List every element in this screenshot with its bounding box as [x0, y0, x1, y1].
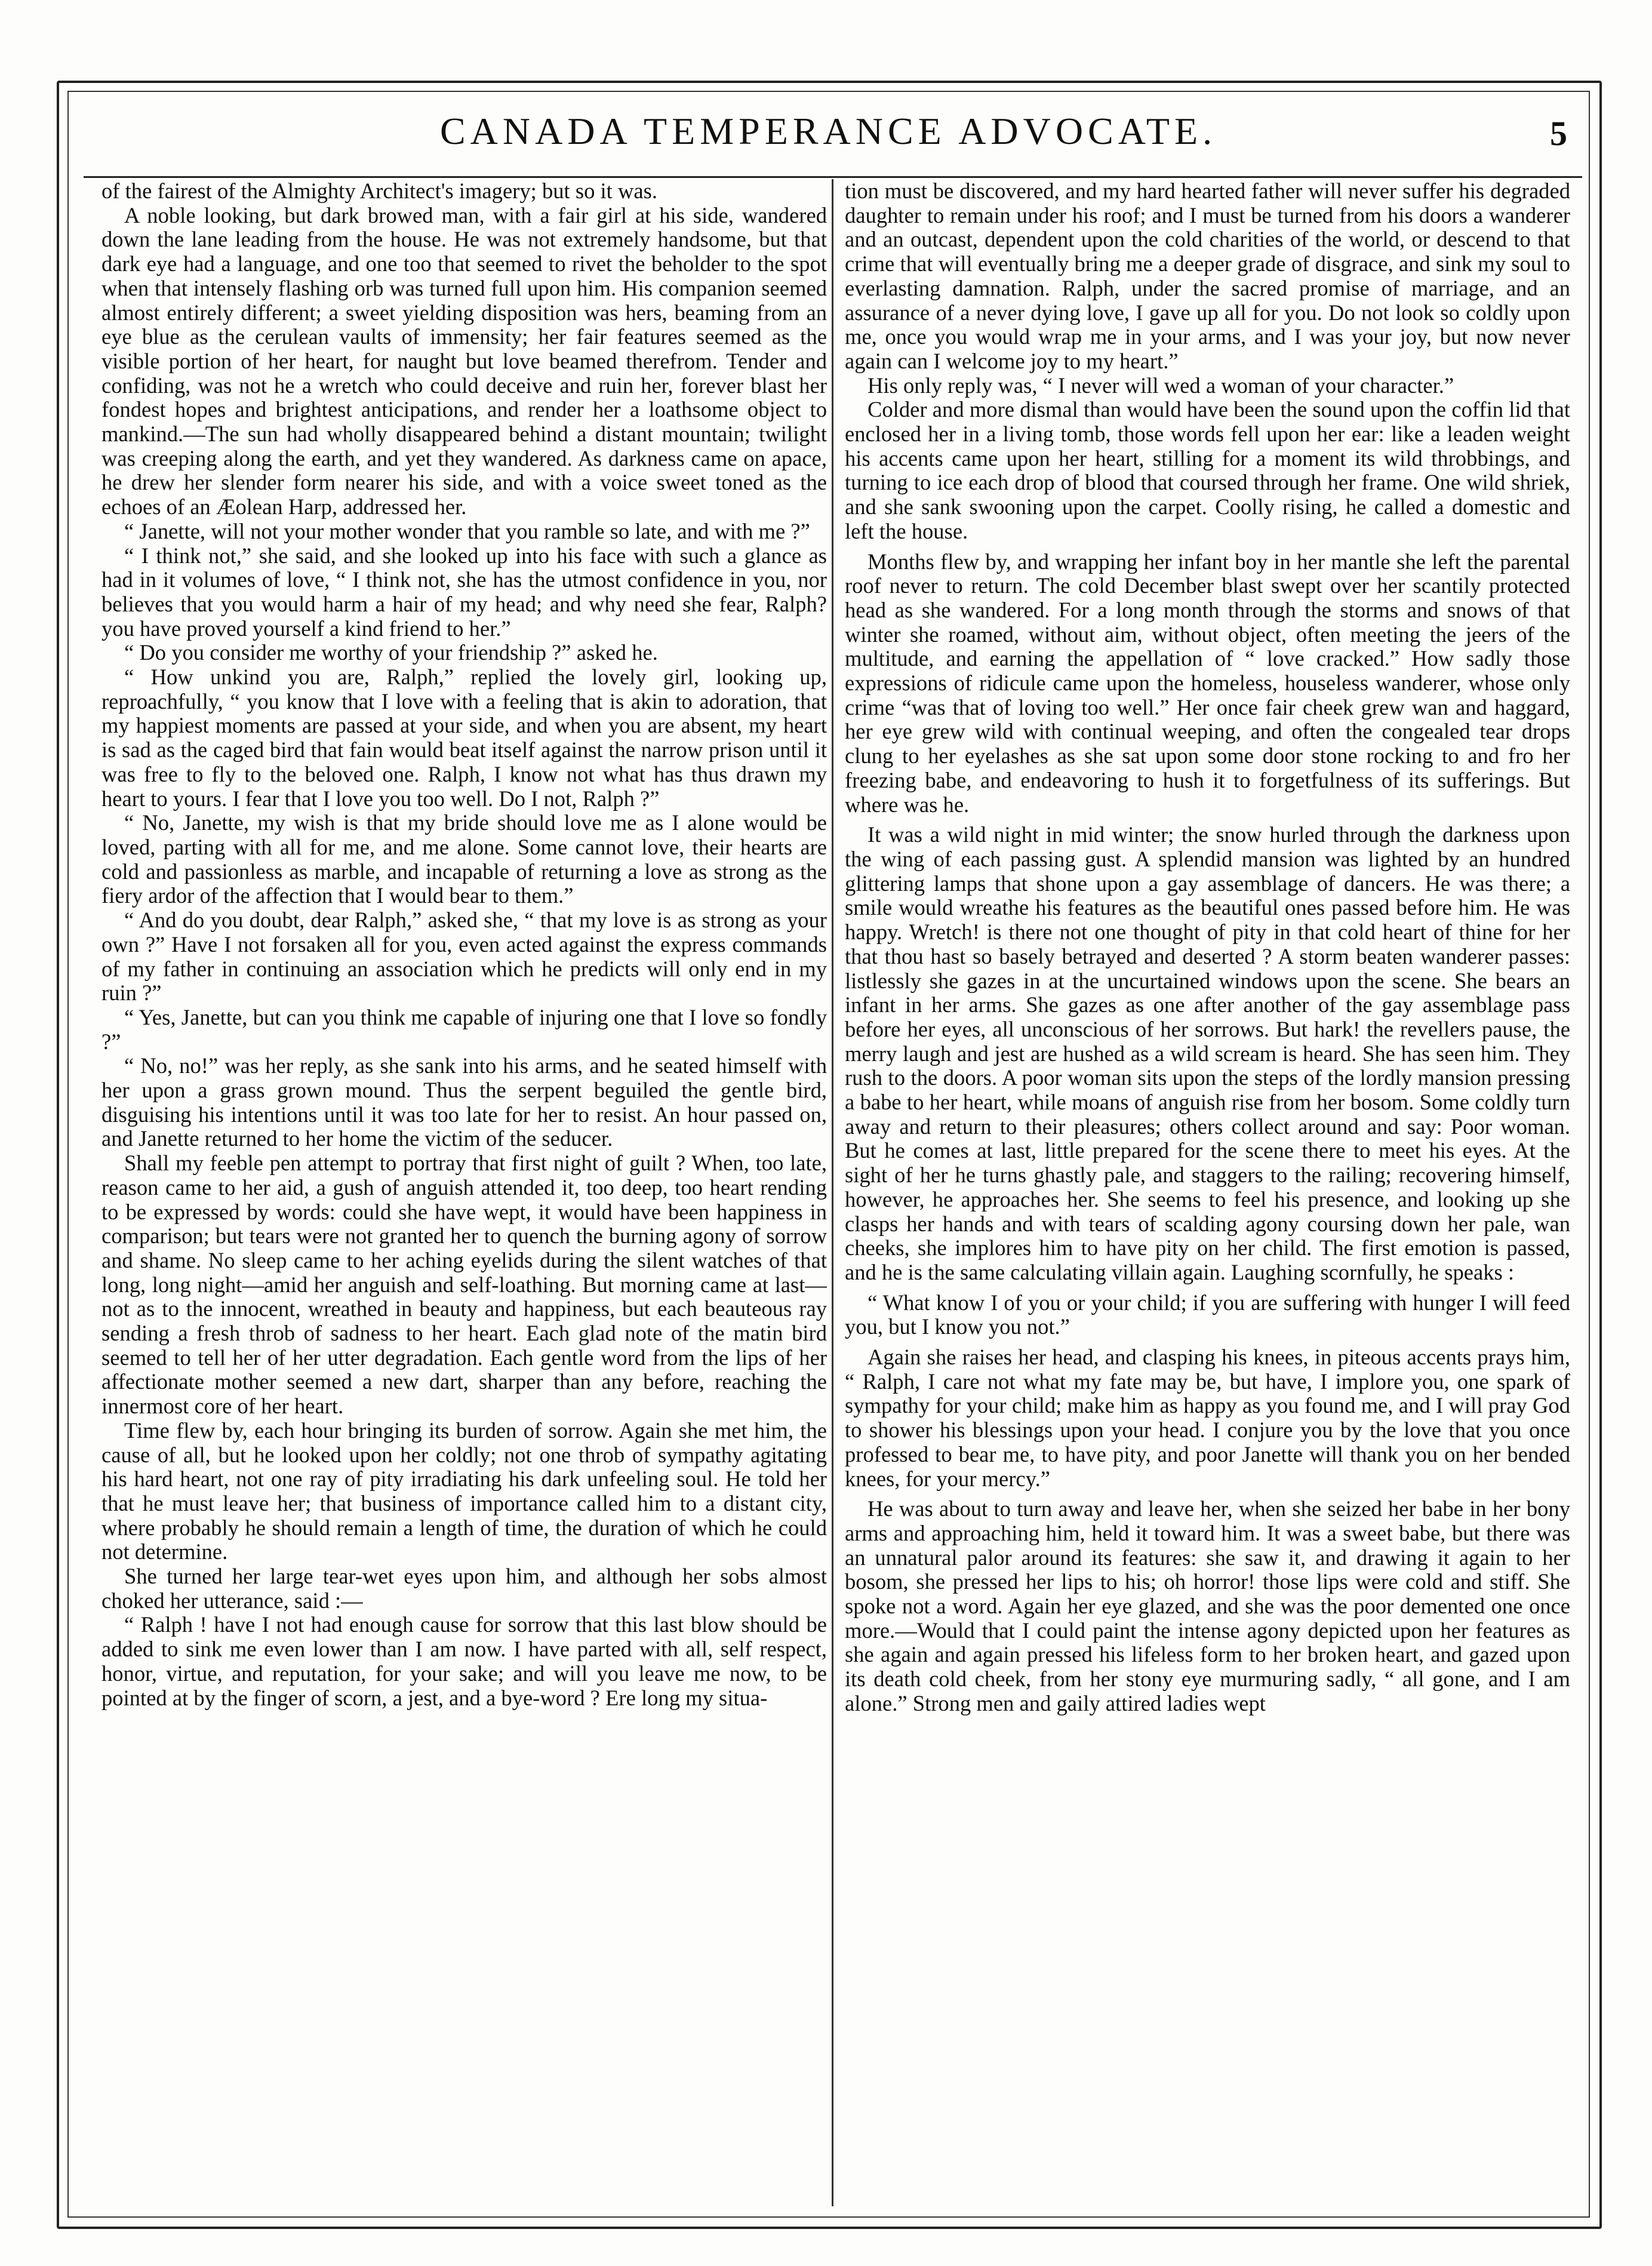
column-divider	[832, 179, 833, 2206]
paragraph: “ Do you consider me worthy of your friendship ?” asked he.	[124, 640, 658, 665]
paragraph: She turned her large tear-wet eyes upon him, and although her sobs almost choked her utterance, said :—	[101, 1564, 827, 1613]
right-column	[845, 179, 1570, 2203]
header-rule	[84, 176, 1582, 178]
paragraph: “ Janette, will not your mother wonder that you ramble so late, and with me ?”	[124, 518, 810, 543]
paragraph: A noble looking, but dark browed man, with a fair girl at his side, wandered down the lane leading from the house. He was not extremely handsome, but that dark eye had a language, and one too that seemed to rivet the beholder to the spot when that intensely flashing orb was turned full upon him. His companion seemed almost entirely different; a sweet yielding disposition was hers, beaming from an eye blue as the cerulean vaults of immensity; her fair features seemed as the visible portion of her heart, for naught but love beamed therefrom. Tender and confiding, was not he a wretch who could deceive and ruin her, forever blast her fondest hopes and brightest anticipations, and render her a loathsome object to mankind.—The sun had wholly disappeared behind a distant mountain; twilight was creeping along the earth, and yet they wandered. As darkness came on apace, he drew her slender form nearer his side, and with a voice sweet toned as the echoes of an Æolean Harp, addressed her.	[101, 202, 827, 519]
masthead	[72, 100, 1585, 178]
paragraph: “ No, no!” was her reply, as she sank into his arms, and he seated himself with her upon a grass grown mound. Thus the serpent beguiled the gentle bird, disguising his intentions until it was too late for her to resist. An hour passed on, and Janette returned to her home the victim of the seducer.	[101, 1053, 827, 1151]
paragraph: “ What know I of you or your child; if you are suffering with hunger I will feed you, but I know you not.”	[845, 1290, 1570, 1339]
paragraph: “ And do you doubt, dear Ralph,” asked she, “ that my love is as strong as your own ?” Have I not forsaken all for you, even acted against the express commands of my father in continuing an association which he predicts will only end in my ruin ?”	[101, 908, 827, 1006]
paragraph: “ I think not,” she said, and she looked up into his face with such a glance as had in it volumes of love, “ I think not, she has the utmost confidence in you, nor believes that you would harm a hair of my head; and why need she fear, Ralph? you have proved yourself a kind friend to her.”	[101, 543, 827, 641]
paragraph: tion must be discovered, and my hard hearted father will never suffer his degraded daughter to remain under his roof; and I must be turned from his doors a wanderer and an outcast, dependent upon the cold charities of the world, or descend to that crime that will eventually bring me a deeper grade of disgrace, and sink my soul to everlasting damnation. Ralph, under the sacred promise of marriage, and an assurance of a never dying love, I gave up all for you. Do not look so coldly upon me, once you would wrap me in your arms, and I was your joy, but now never again can I welcome joy to my heart.”	[845, 179, 1570, 373]
paragraph: Again she raises her head, and clasping his knees, in piteous accents prays him, “ Ralph, I care not what my fate may be, but have, I implore you, one spark of sympathy for your child; make him as happy as you found me, and I will pray God to shower his blessings upon your head. I conjure you by the love that you once professed to bear me, to have pity, and poor Janette will thank you on her bended knees, for your mercy.”	[845, 1345, 1570, 1491]
paragraph: Months flew by, and wrapping her infant boy in her mantle she left the parental roof never to return. The cold December blast swept over her scantily protected head as she wandered. For a long month through the storms and snows of that winter she roamed, without aim, without object, often meeting the jeers of the multitude, and earning the appellation of “ love cracked.” How sadly those expressions of ridicule came upon the homeless, houseless wanderer, whose only crime “was that of loving too well.” Her once fair cheek grew wan and haggard, her eye grew wild with continual weeping, and often the congealed tear drops clung to her eyelashes as she sat upon some door stone rocking to and fro her freezing babe, and endeavoring to hush it to forgetfulness of its sufferings. But where was he.	[845, 549, 1570, 817]
paragraph: “ Ralph ! have I not had enough cause for sorrow that this last blow should be added to sink me even lower than I am now. I have parted with all, self respect, honor, virtue, and reputation, for your sake; and will you leave me now, to be pointed at by the finger of scorn, a jest, and a bye-word ? Ere long my situa-	[101, 1612, 827, 1710]
paragraph: “ Yes, Janette, but can you think me capable of injuring one that I love so fondly ?”	[101, 1004, 827, 1054]
left-column	[101, 179, 827, 2203]
page-number: 5	[1550, 114, 1567, 153]
paragraph: Shall my feeble pen attempt to portray that first night of guilt ? When, too late, reason came to her aid, a gush of anguish attended it, too deep, too heart rending to be expressed by words: could she have wept, it would have been happiness in comparison; but tears were not granted her to quench the burning agony of sorrow and shame. No sleep came to her aching eyelids during the silent watches of that long, long night—amid her anguish and self-loathing. But morning came at last—not as to the innocent, wreathed in beauty and happiness, but each beauteous ray sending a fresh throb of sadness to her heart. Each glad note of the matin bird seemed to tell her of her utter degradation. Each gentle word from the lips of her affectionate mother seemed a new dart, sharper than any before, reaching the innermost core of her heart.	[101, 1151, 827, 1419]
paragraph: “ No, Janette, my wish is that my bride should love me as I alone would be loved, parting with all for me, and me alone. Some cannot love, their hearts are cold and passionless as marble, and incapable of returning a love as strong as the fiery ardor of the affection that I would bear to them.”	[101, 810, 827, 908]
paragraph: It was a wild night in mid winter; the snow hurled through the darkness upon the wing of each passing gust. A splendid mansion was lighted by an hundred glittering lamps that shone upon a gay assemblage of dancers. He was there; a smile would wreathe his features as the beautiful ones passed before him. He was happy. Wretch! is there not one thought of pity in that cold heart of thine for her that thou hast so basely betrayed and deserted ? A storm beaten wanderer passes: listlessly she gazes in at the uncurtained windows upon the scene. She bears an infant in her arms. She gazes as one after another of the gay assemblage pass before her eyes, all unconscious of her sorrows. But hark! the revellers pause, the merry laugh and jest are hushed as a wild scream is heard. She has seen him. They rush to the doors. A poor woman sits upon the steps of the lordly mansion pressing a babe to her heart, while moans of anguish rise from her bosom. Some coldly turn away and return to their pleasures; others collect around and say: Poor woman. But he comes at last, little prepared for the scene there to meet his eyes. At the sight of her he turns ghastly pale, and staggers to the railing; recovering himself, however, he approaches her. She seems to feel his presence, and looking up she clasps her hands and with tears of scalding agony coursing down her pale, wan cheeks, she implores him to have pity on her child. The first emotion is passed, and he is the same calculating villain again. Laughing scornfully, he speaks :	[845, 822, 1570, 1284]
paragraph: of the fairest of the Almighty Architect's imagery; but so it was.	[101, 179, 658, 203]
paragraph: His only reply was, “ I never will wed a woman of your character.”	[867, 373, 1454, 398]
paragraph: Colder and more dismal than would have been the sound upon the coffin lid that enclosed her in a living tomb, those words fell upon her ear: like a leaden weight his accents came upon her heart, stilling for a moment its wild throbbings, and turning to ice each drop of blood that coursed through her frame. One wild shriek, and she sank swooning upon the carpet. Coolly rising, he called a domestic and left the house.	[845, 397, 1570, 543]
publication-title: CANADA TEMPERANCE ADVOCATE.	[439, 110, 1217, 152]
paragraph: Time flew by, each hour bringing its burden of sorrow. Again she met him, the cause of all, but he looked upon her coldly; not one throb of sympathy agitating his hard heart, not one ray of pity irradiating his dark unfeeling soul. He told her that he must leave her; that business of importance called him to a distant city, where probably he should remain a length of time, the duration of which he could not determine.	[101, 1418, 827, 1564]
paragraph: “ How unkind you are, Ralph,” replied the lovely girl, looking up, reproachfully, “ you know that I love with a feeling that is akin to adoration, that my happiest moments are passed at your side, and when you are absent, my heart is sad as the caged bird that fain would beat itself against the narrow prison until it was free to fly to the beloved one. Ralph, I know not what has thus drawn my heart to yours. I fear that I love you too well. Do I not, Ralph ?”	[101, 665, 827, 811]
paragraph: He was about to turn away and leave her, when she seized her babe in her bony arms and approaching him, held it toward him. It was a sweet babe, but there was an unnatural palor around its features: she saw it, and drawing it again to her bosom, she pressed her lips to his; oh horror! those lips were cold and stiff. She spoke not a word. Again her eye glazed, and she was the poor demented one once more.—Would that I could paint the intense agony depicted upon her features as she again and again pressed his lifeless form to her broken heart, and gazed upon its death cold cheek, from her stony eye murmuring sadly, “ all gone, and I am alone.” Strong men and gaily attired ladies wept	[845, 1496, 1570, 1715]
